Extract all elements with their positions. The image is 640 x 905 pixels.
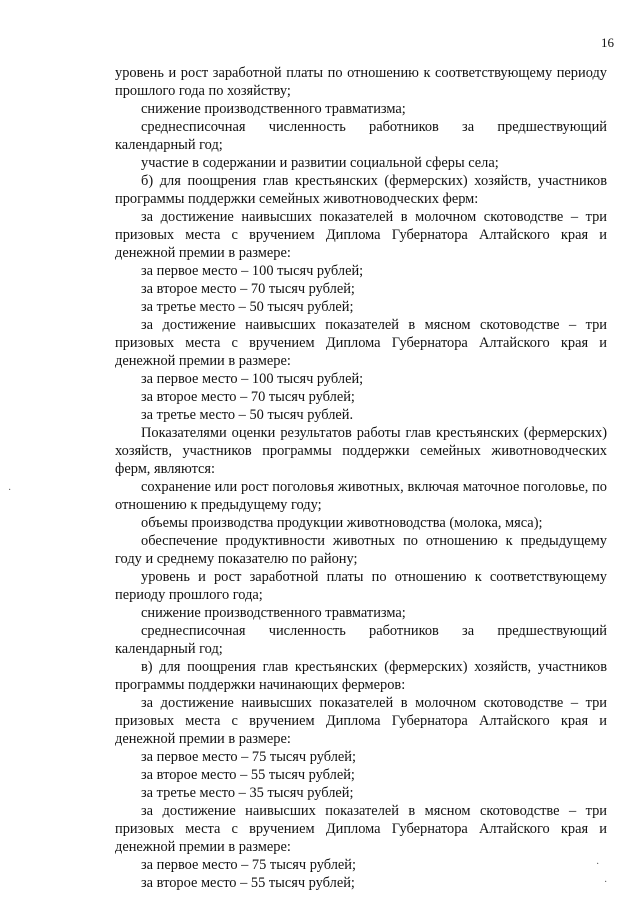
paragraph: за второе место – 70 тысяч рублей; — [141, 389, 355, 405]
paragraph-continuation: уровень и рост заработной платы по отношению к соответствующему периоду прошлого года по хозяйству; — [115, 65, 607, 99]
document-body — [115, 64, 607, 892]
paragraph: за второе место – 55 тысяч рублей; — [141, 767, 355, 783]
paragraph: за первое место – 100 тысяч рублей; — [141, 263, 364, 279]
paragraph: за достижение наивысших показателей в мясном скотоводстве – три призовых места с вручением Диплома Губернатора Алтайского края и денежной премии в размере: — [115, 803, 607, 855]
paragraph: за первое место – 75 тысяч рублей; — [141, 857, 356, 873]
paragraph: Показателями оценки результатов работы глав крестьянских (фермерских) хозяйств, участников программы поддержки семейных животноводческих ферм, являются: — [115, 425, 607, 477]
paragraph: за достижение наивысших показателей в мясном скотоводстве – три призовых места с вручением Диплома Губернатора Алтайского края и денежной премии в размере: — [115, 317, 607, 369]
paragraph: за первое место – 100 тысяч рублей; — [141, 371, 364, 387]
paragraph: уровень и рост заработной платы по отношению к соответствующему периоду прошлого года; — [115, 569, 607, 603]
paragraph: обеспечение продуктивности животных по отношению к предыдущему году и среднему показателю по району; — [115, 533, 607, 567]
paragraph: за второе место – 70 тысяч рублей; — [141, 281, 355, 297]
scan-speck: · — [604, 877, 608, 888]
paragraph: за третье место – 50 тысяч рублей; — [141, 299, 354, 315]
paragraph: объемы производства продукции животноводства (молока, мяса); — [141, 515, 543, 531]
paragraph: среднесписочная численность работников за предшествующий календарный год; — [115, 119, 607, 153]
paragraph: сохранение или рост поголовья животных, включая маточное поголовье, по отношению к предыдущему году; — [115, 479, 607, 513]
paragraph: среднесписочная численность работников за предшествующий календарный год; — [115, 623, 607, 657]
paragraph: в) для поощрения глав крестьянских (фермерских) хозяйств, участников программы поддержки начинающих фермеров: — [115, 659, 607, 693]
paragraph: за третье место – 50 тысяч рублей. — [141, 407, 354, 423]
paragraph: за достижение наивысших показателей в молочном скотоводстве – три призовых места с вручением Диплома Губернатора Алтайского края и денежной премии в размере: — [115, 695, 607, 747]
paragraph: б) для поощрения глав крестьянских (фермерских) хозяйств, участников программы поддержки семейных животноводческих ферм: — [115, 173, 607, 207]
scan-speck: · — [596, 859, 600, 870]
page-number: 16 — [601, 35, 614, 50]
scan-speck: · — [8, 485, 12, 496]
paragraph: за достижение наивысших показателей в молочном скотоводстве – три призовых места с вручением Диплома Губернатора Алтайского края и денежной премии в размере: — [115, 209, 607, 261]
paragraph: за второе место – 55 тысяч рублей; — [141, 875, 355, 891]
paragraph: снижение производственного травматизма; — [141, 101, 406, 117]
paragraph: за третье место – 35 тысяч рублей; — [141, 785, 354, 801]
paragraph: участие в содержании и развитии социальной сферы села; — [141, 155, 499, 171]
paragraph: за первое место – 75 тысяч рублей; — [141, 749, 356, 765]
paragraph: снижение производственного травматизма; — [141, 605, 406, 621]
